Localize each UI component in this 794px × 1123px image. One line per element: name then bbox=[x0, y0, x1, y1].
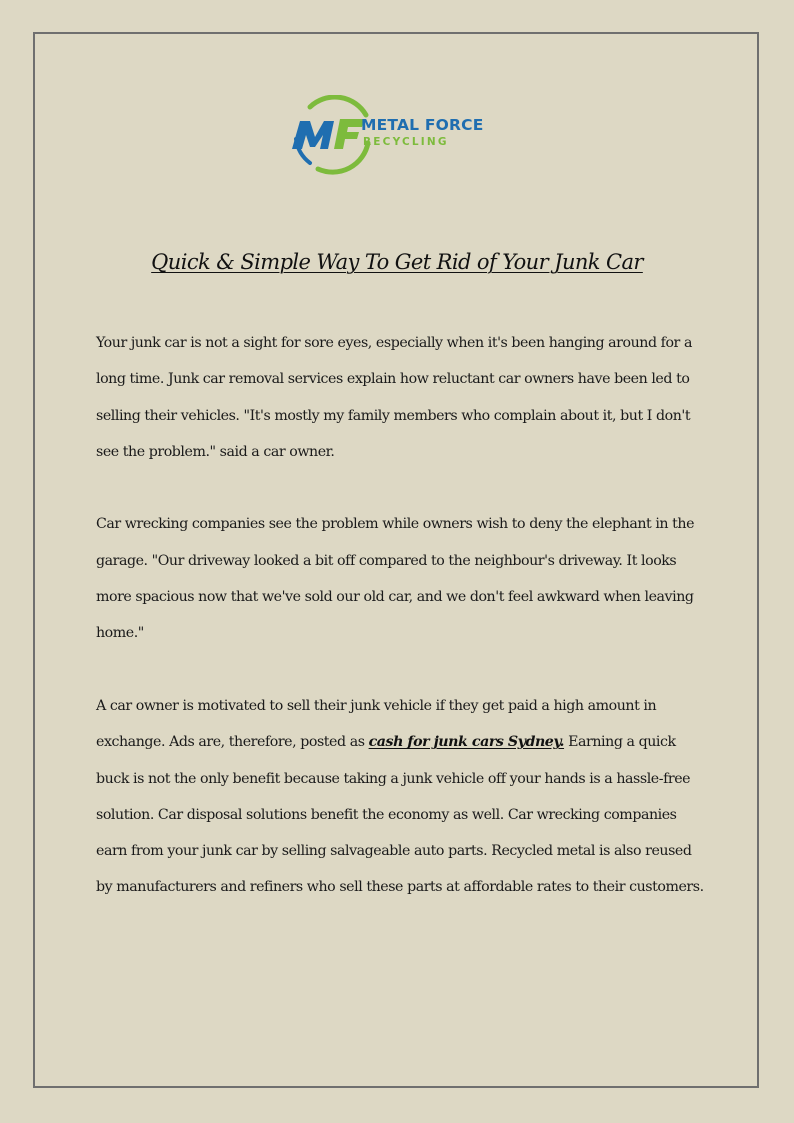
logo-tagline: RECYCLING bbox=[363, 136, 449, 148]
paragraph-2: Car wrecking companies see the problem while owners wish to deny the elephant in the garage. "Our driveway looked a bit off compared to the neighbour's driveway. It looks more spacious now that we've sold our old car, and we don't feel awkward when leaving home." bbox=[96, 516, 695, 642]
logo-brand-name: METAL FORCE bbox=[361, 116, 484, 134]
article-body bbox=[96, 325, 706, 942]
paragraph-3-text-end: Earning a quick buck is not the only benefit because taking a junk vehicle off your hands is a hassle-free solution. Car disposal solutions benefit the economy as well. Car wrecking companies earn from your junk car by selling salvageable auto parts. Recycled metal is also reused by manufacturers and refiners who sell these parts at affordable rates to their customers. bbox=[96, 734, 704, 896]
paragraph-3-text-start: A car owner is motivated to sell their junk vehicle if they get paid a high amount in exchange. Ads are, therefore, posted as bbox=[96, 697, 657, 751]
cash-for-junk-cars-link[interactable]: cash for junk cars Sydney. bbox=[368, 734, 565, 751]
paragraph-1: Your junk car is not a sight for sore eyes, especially when it's been hanging around for a long time. Junk car removal services explain how reluctant car owners have been led to selling their vehicles. "It's mostly my family members who complain about it, but I don't see the problem." said a car owner. bbox=[96, 335, 692, 460]
page-title: Quick & Simple Way To Get Rid of Your Junk Car bbox=[151, 250, 643, 274]
paragraph-3 bbox=[96, 688, 706, 906]
